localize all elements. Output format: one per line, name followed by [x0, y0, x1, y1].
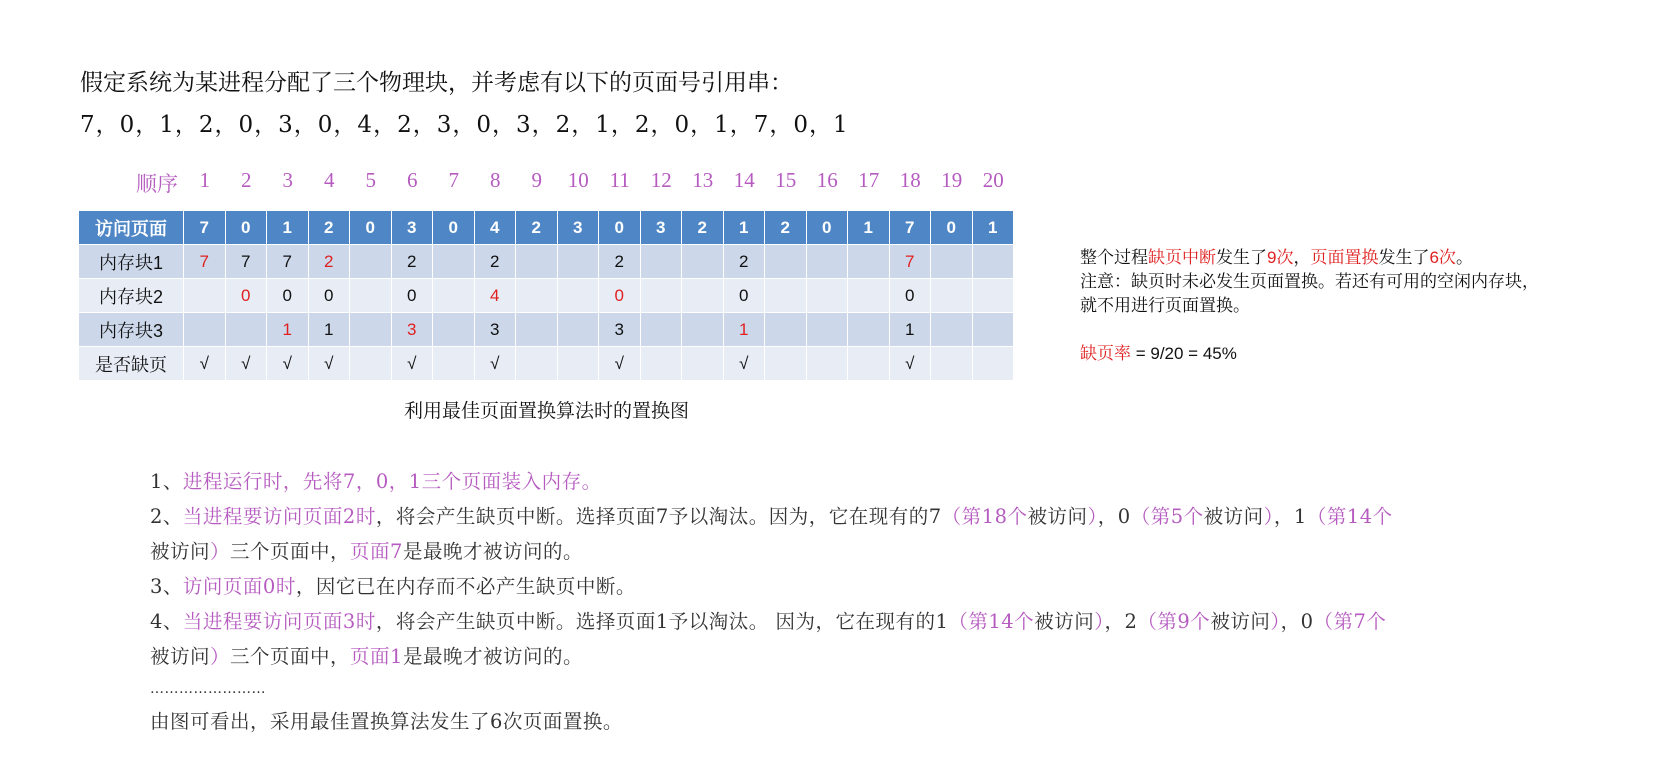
table-cell: 7	[889, 245, 931, 279]
sequence-number: 1	[199, 168, 210, 192]
table-cell: 1	[972, 211, 1014, 245]
table-cell: 3	[474, 313, 516, 347]
table-cell	[682, 279, 724, 313]
table-cell	[516, 313, 558, 347]
table-row	[79, 245, 1014, 279]
summary-text: 。	[1455, 248, 1473, 267]
table-cell: 1	[889, 313, 931, 347]
note-text: 1、	[150, 470, 183, 493]
table-cell	[972, 245, 1014, 279]
note-highlight: ）	[210, 645, 231, 668]
table-cell	[350, 347, 392, 381]
table-cell: √	[474, 347, 516, 381]
note-highlight: （第7个	[1313, 610, 1387, 633]
table-cell	[350, 313, 392, 347]
table-cell	[350, 245, 392, 279]
note-highlight: 当进程要访问页面3时	[182, 610, 376, 633]
table-cell: 0	[225, 211, 267, 245]
summary-text: 整个过程	[1080, 248, 1148, 267]
note-highlight: ）	[1263, 505, 1274, 528]
fault-count: 9次	[1267, 248, 1294, 267]
table-header-row	[79, 211, 1014, 245]
sequence-number: 6	[407, 168, 418, 192]
table-cell	[433, 313, 475, 347]
sequence-number: 17	[858, 168, 880, 192]
table-cell	[806, 313, 848, 347]
table-cell	[557, 279, 599, 313]
table-row	[79, 279, 1014, 313]
row-label: 内存块3	[79, 313, 184, 347]
table-cell: 0	[308, 279, 350, 313]
sequence-number: 10	[567, 168, 589, 192]
row-label: 内存块2	[79, 279, 184, 313]
table-row	[79, 313, 1014, 347]
table-cell	[640, 347, 682, 381]
table-cell: 0	[267, 279, 309, 313]
table-cell: √	[184, 347, 226, 381]
table-cell	[225, 313, 267, 347]
summary-panel	[1080, 246, 1539, 366]
sequence-number: 2	[241, 168, 252, 192]
note-highlight: ）	[1094, 610, 1105, 633]
table-cell	[184, 313, 226, 347]
table-cell	[433, 245, 475, 279]
row-label: 访问页面	[79, 211, 184, 245]
table-cell: 0	[350, 211, 392, 245]
note-text: 被访问	[1203, 505, 1264, 528]
table-cell: 2	[682, 211, 724, 245]
row-label: 内存块1	[79, 245, 184, 279]
note-highlight: （第18个	[941, 505, 1028, 528]
table-cell	[350, 279, 392, 313]
table-cell: 2	[308, 245, 350, 279]
table-cell: 1	[308, 313, 350, 347]
table-caption: 利用最佳页面置换算法时的置换图	[404, 400, 690, 422]
table-cell: √	[391, 347, 433, 381]
reference-string: 7，0，1，2，0，3，0，4，2，3，0，3，2，1，2，0，1，7，0，1	[80, 112, 849, 138]
sequence-number: 8	[490, 168, 501, 192]
table-cell	[557, 347, 599, 381]
table-cell	[931, 245, 973, 279]
note-text: 三个页面中，	[230, 540, 351, 563]
note-text: ，0	[1280, 610, 1314, 633]
sequence-number: 11	[609, 168, 630, 192]
table-cell	[972, 279, 1014, 313]
summary-text: 发生了	[1216, 248, 1267, 267]
table-cell: 0	[931, 211, 973, 245]
table-cell: 1	[267, 211, 309, 245]
table-cell	[931, 347, 973, 381]
summary-highlight: 缺页中断	[1148, 248, 1216, 267]
note-highlight: （第5个	[1130, 505, 1204, 528]
note-text: ，将会产生缺页中断。选择页面7予以淘汰。因为，它在现有的7	[375, 505, 942, 528]
sequence-number: 12	[650, 168, 672, 192]
note-highlight: 页面1	[350, 645, 403, 668]
table-cell: 2	[723, 245, 765, 279]
ellipsis: ……………………	[150, 681, 266, 697]
table-cell	[931, 313, 973, 347]
note-text: 是最晚才被访问的。	[402, 645, 583, 668]
note-text: 2、	[150, 505, 183, 528]
table-cell: 2	[765, 211, 807, 245]
table-cell: 7	[267, 245, 309, 279]
table-row	[79, 347, 1014, 381]
table-cell	[972, 313, 1014, 347]
table-cell	[433, 279, 475, 313]
table-cell: 2	[474, 245, 516, 279]
note-3	[150, 569, 1650, 604]
note-text: 被访问	[150, 540, 211, 563]
sequence-label: 顺序	[136, 172, 178, 196]
sequence-row	[78, 168, 1018, 198]
table-cell	[640, 279, 682, 313]
table-cell	[806, 245, 848, 279]
table-cell: √	[599, 347, 641, 381]
summary-highlight: 页面置换	[1310, 248, 1379, 267]
table-cell	[848, 279, 890, 313]
note-text: ，将会产生缺页中断。选择页面1予以淘汰。 因为，它在现有的1	[375, 610, 949, 633]
note-text: ，0	[1097, 505, 1131, 528]
table-cell: 0	[599, 279, 641, 313]
table-cell: 0	[433, 211, 475, 245]
table-cell: 2	[308, 211, 350, 245]
table-cell: 7	[225, 245, 267, 279]
table-cell	[557, 313, 599, 347]
table-cell	[765, 279, 807, 313]
table-cell	[682, 245, 724, 279]
note-4-cont	[150, 639, 1650, 674]
sequence-number: 7	[448, 168, 459, 192]
table-cell: 4	[474, 211, 516, 245]
fault-rate-value: = 9/20 = 45%	[1131, 344, 1237, 363]
sequence-number: 9	[531, 168, 542, 192]
sequence-number: 20	[982, 168, 1004, 192]
table-cell: 3	[640, 211, 682, 245]
table-cell: 2	[391, 245, 433, 279]
table-cell: 2	[599, 245, 641, 279]
note-highlight: ）	[210, 540, 231, 563]
table-cell: 1	[848, 211, 890, 245]
table-cell: √	[225, 347, 267, 381]
sequence-number: 13	[692, 168, 714, 192]
table-cell: 7	[889, 211, 931, 245]
table-cell: 7	[184, 211, 226, 245]
note-2	[150, 499, 1650, 534]
summary-text: 发生了	[1378, 248, 1430, 267]
table-cell	[848, 313, 890, 347]
table-cell: 0	[889, 279, 931, 313]
table-cell	[806, 347, 848, 381]
table-cell	[184, 279, 226, 313]
table-cell	[972, 347, 1014, 381]
table-cell	[765, 245, 807, 279]
summary-text: ，	[1293, 248, 1311, 267]
note-line-2: 就不用进行页面置换。	[1080, 296, 1250, 315]
fault-rate-label: 缺页率	[1080, 344, 1131, 363]
table-cell: 0	[723, 279, 765, 313]
sequence-number: 15	[775, 168, 797, 192]
table-cell: 0	[391, 279, 433, 313]
note-line-1: 注意：缺页时未必发生页面置换。若还有可用的空闲内存块，	[1080, 272, 1539, 291]
table-cell	[640, 245, 682, 279]
table-cell: √	[889, 347, 931, 381]
sequence-number: 5	[365, 168, 376, 192]
table-cell	[516, 279, 558, 313]
table-cell: 3	[391, 211, 433, 245]
table-cell: 0	[599, 211, 641, 245]
note-text: ，因它已在内存而不必产生缺页中断。	[295, 575, 636, 598]
note-highlight: ）	[1270, 610, 1281, 633]
note-text: ，1	[1273, 505, 1307, 528]
note-text: 被访问	[150, 645, 211, 668]
sequence-number: 18	[899, 168, 921, 192]
note-text: 三个页面中，	[230, 645, 351, 668]
sequence-number: 3	[282, 168, 293, 192]
table-cell: 1	[723, 211, 765, 245]
note-highlight: （第14个	[948, 610, 1035, 633]
table-cell: 3	[599, 313, 641, 347]
fault-rate	[1080, 342, 1539, 366]
table-cell: 3	[391, 313, 433, 347]
table-cell: 2	[516, 211, 558, 245]
table-cell: √	[267, 347, 309, 381]
note-4	[150, 604, 1650, 639]
table-cell: 7	[184, 245, 226, 279]
note-text: 3、	[150, 575, 183, 598]
problem-statement: 假定系统为某进程分配了三个物理块，并考虑有以下的页面号引用串：	[80, 70, 793, 96]
table-cell: 0	[806, 211, 848, 245]
table-cell	[931, 279, 973, 313]
table-cell	[557, 245, 599, 279]
note-text: 4、	[150, 610, 183, 633]
note-highlight: （第14个	[1306, 505, 1393, 528]
note-text: ，2	[1104, 610, 1138, 633]
table-cell: √	[723, 347, 765, 381]
note-highlight: 进程运行时，先将7，0，1三个页面装入内存。	[182, 470, 602, 493]
note-highlight: 当进程要访问页面2时	[182, 505, 376, 528]
table-cell	[765, 313, 807, 347]
note-highlight: （第9个	[1137, 610, 1211, 633]
table-cell	[682, 313, 724, 347]
note-text: 被访问	[1027, 505, 1088, 528]
table-cell	[848, 245, 890, 279]
table-cell	[516, 347, 558, 381]
table-cell: 3	[557, 211, 599, 245]
table-cell: 4	[474, 279, 516, 313]
sequence-number: 4	[324, 168, 335, 192]
note-highlight: 访问页面0时	[182, 575, 296, 598]
note-1	[150, 464, 1650, 499]
table-cell	[848, 347, 890, 381]
replacement-count: 6次	[1429, 248, 1456, 267]
table-cell: 1	[267, 313, 309, 347]
note-text: 是最晚才被访问的。	[402, 540, 583, 563]
table-cell: 0	[225, 279, 267, 313]
explanation-notes	[150, 464, 1650, 739]
table-cell	[640, 313, 682, 347]
table-cell	[433, 347, 475, 381]
note-text: 被访问	[1034, 610, 1095, 633]
table-cell	[806, 279, 848, 313]
replacement-table	[78, 210, 1014, 381]
note-highlight: ）	[1087, 505, 1098, 528]
row-label: 是否缺页	[79, 347, 184, 381]
table-cell: √	[308, 347, 350, 381]
table-cell: 1	[723, 313, 765, 347]
table-cell	[765, 347, 807, 381]
table-cell	[682, 347, 724, 381]
note-text: 被访问	[1210, 610, 1271, 633]
note-highlight: 页面7	[350, 540, 403, 563]
summary-line	[1080, 246, 1539, 270]
table-cell	[516, 245, 558, 279]
conclusion: 由图可看出，采用最佳置换算法发生了6次页面置换。	[150, 710, 623, 733]
sequence-number: 16	[816, 168, 838, 192]
sequence-number: 14	[733, 168, 755, 192]
note-2-cont	[150, 534, 1650, 569]
sequence-number: 19	[941, 168, 963, 192]
